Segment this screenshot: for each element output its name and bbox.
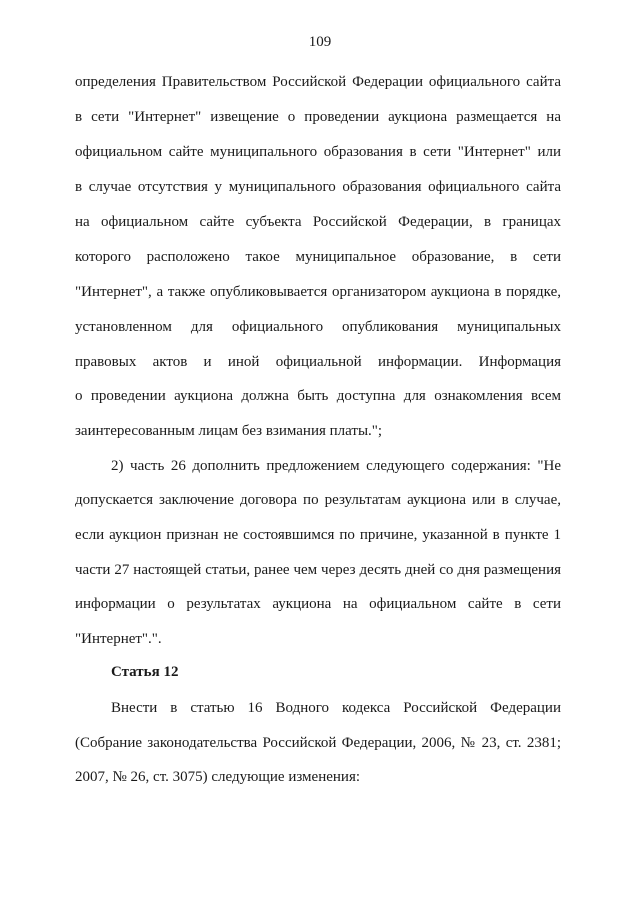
text-line: если аукцион признан не состоявшимся по причине, указанной в пункте 1 xyxy=(75,527,561,543)
text-line: 2) часть 26 дополнить предложением следующего содержания: "Не xyxy=(111,458,561,474)
text-line: в сети "Интернет" извещение о проведении аукциона размещается на xyxy=(75,109,561,125)
text-line: (Собрание законодательства Российской Федерации, 2006, № 23, ст. 2381; xyxy=(75,735,561,751)
text-line: которого расположено такое муниципальное образование, в сети xyxy=(75,249,561,265)
text-line: "Интернет".". xyxy=(75,631,162,647)
text-line: правовых актов и иной официальной информации. Информация xyxy=(75,354,561,370)
text-line: определения Правительством Российской Федерации официального сайта xyxy=(75,74,561,90)
text-line: установленном для официального опубликования муниципальных xyxy=(75,319,561,335)
text-line: информации о результатах аукциона на официальном сайте в сети xyxy=(75,596,561,612)
text-line: о проведении аукциона должна быть доступна для ознакомления всем xyxy=(75,388,561,404)
text-line: допускается заключение договора по результатам аукциона или в случае, xyxy=(75,492,561,508)
text-line: официальном сайте муниципального образования в сети "Интернет" или xyxy=(75,144,561,160)
text-line: части 27 настоящей статьи, ранее чем через десять дней со дня размещения xyxy=(75,562,561,578)
text-line: заинтересованным лицам без взимания платы."; xyxy=(75,423,383,439)
page-number: 109 xyxy=(308,34,332,50)
text-line: на официальном сайте субъекта Российской Федерации, в границах xyxy=(75,214,561,230)
text-line: Внести в статью 16 Водного кодекса Российской Федерации xyxy=(111,700,561,716)
text-line: 2007, № 26, ст. 3075) следующие изменения: xyxy=(75,769,361,785)
article-heading: Статья 12 xyxy=(111,664,179,680)
text-line: в случае отсутствия у муниципального образования официального сайта xyxy=(75,179,561,195)
text-line: "Интернет", а также опубликовывается организатором аукциона в порядке, xyxy=(75,284,561,300)
